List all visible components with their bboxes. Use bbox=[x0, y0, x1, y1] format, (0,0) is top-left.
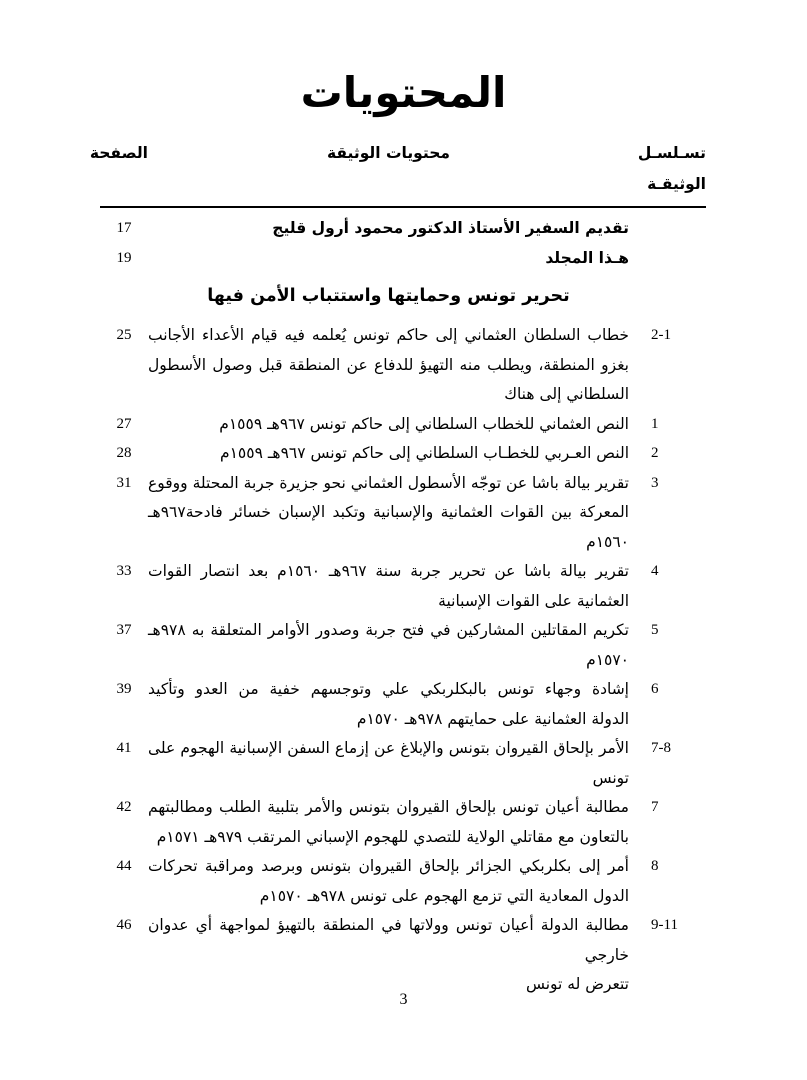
entry-text bbox=[148, 410, 629, 440]
page-number-footer: 3 bbox=[399, 991, 408, 1008]
entry-page-number: 27 bbox=[116, 415, 132, 432]
entry-page-number: 41 bbox=[116, 740, 132, 756]
entry-text-line: تقرير بيالة باشا عن تحرير جربة سنة ٩٦٧هـ ١٥٦٠م بعد انتصار القوات bbox=[148, 562, 629, 580]
entry-text-line: بالتعاون مع مقاتلي الولاية للتصدي للهجوم الإسباني المرتقب ٩٧٩هـ ١٥٧١م bbox=[156, 827, 629, 846]
header-seq-label bbox=[629, 138, 706, 200]
entry-page-number: 37 bbox=[116, 622, 132, 638]
entry-seq-number: 8 bbox=[651, 858, 659, 874]
entry-text-line: تقرير بيالة باشا عن توجّه الأسطول العثماني نحو جزيرة جربة المحتلة ووقوع bbox=[148, 473, 629, 492]
section-heading: تحرير تونس وحمايتها واستتباب الأمن فيها bbox=[207, 286, 570, 306]
entry-seq-number: 4 bbox=[651, 563, 659, 579]
toc-table bbox=[89, 138, 706, 1000]
entry-text-line: السلطاني إلى هناك bbox=[504, 385, 629, 403]
entry-text-line: العثمانية على القوات الإسبانية bbox=[438, 591, 629, 610]
entry-seq-number: 9-11 bbox=[651, 917, 678, 933]
entry-text bbox=[148, 911, 629, 1000]
entry-text-line: الدولة العثمانية على حمايتهم ٩٧٨هـ ١٥٧٠م bbox=[356, 709, 629, 728]
entry-page-number: 33 bbox=[116, 563, 132, 579]
entry-text-line: مطالبة أعيان تونس بإلحاق القيروان بتونس والأمر بتلبية الطلب ومطالبتهم bbox=[148, 798, 629, 816]
entry-seq-number: 6 bbox=[651, 681, 659, 697]
entry-page-number: 46 bbox=[116, 917, 132, 933]
entry-seq-number: 1 bbox=[651, 415, 659, 432]
entry-text-line: أمر إلى بكلربكي الجزائر بإلحاق القيروان بتونس وبرصد ومراقبة تحركات bbox=[148, 857, 629, 875]
toc-entry bbox=[100, 852, 706, 911]
entry-page-number: 19 bbox=[116, 249, 132, 266]
entry-text bbox=[148, 244, 629, 274]
entry-seq-number: 3 bbox=[651, 474, 659, 491]
entry-text-line: هـذا المجلد bbox=[545, 248, 629, 267]
contents-calligraphy-title: المحتويات bbox=[300, 68, 507, 117]
section-heading-row bbox=[148, 281, 629, 311]
toc-front-item bbox=[100, 214, 706, 244]
entry-text-line: ١٥٦٠م bbox=[586, 532, 629, 551]
toc-entry bbox=[100, 439, 706, 469]
entry-text bbox=[148, 793, 629, 852]
toc-front-item bbox=[100, 244, 706, 274]
entry-seq-number: 2 bbox=[651, 445, 659, 461]
entry-page-number: 17 bbox=[116, 220, 132, 236]
entry-text-line: إشادة وجهاء تونس بالبكلربكي علي وتوجسهم خفية من العدو وتأكيد bbox=[148, 680, 629, 698]
entry-page-number: 31 bbox=[116, 474, 132, 491]
entry-seq-number: 5 bbox=[651, 622, 659, 638]
entry-text bbox=[148, 214, 629, 244]
toc-entry bbox=[100, 793, 706, 852]
entry-text-line: الأمر بإلحاق القيروان بتونس والإبلاغ عن إزماع السفن الإسبانية الهجوم على bbox=[148, 739, 629, 757]
entry-page-number: 42 bbox=[116, 799, 132, 815]
header-content-label: محتويات الوثيقة bbox=[327, 144, 450, 162]
toc-entry bbox=[100, 410, 706, 440]
entry-text-line: تقديم السفير الأستاذ الدكتور محمود أرول قليج bbox=[272, 219, 629, 237]
entry-page-number: 44 bbox=[116, 858, 132, 874]
entry-text-line: النص العـربي للخطـاب السلطاني إلى حاكم تونس ٩٦٧هـ ١٥٥٩م bbox=[219, 444, 629, 462]
entry-text-line: تتعرض له تونس bbox=[525, 975, 629, 993]
toc-entry bbox=[100, 734, 706, 793]
header-seq-line1: تسـلسـل bbox=[637, 144, 706, 162]
entry-text bbox=[148, 557, 629, 616]
toc-entry bbox=[100, 616, 706, 675]
entry-page-number: 25 bbox=[116, 327, 132, 343]
entry-page-number: 28 bbox=[116, 445, 132, 461]
entry-text bbox=[148, 439, 629, 469]
toc-entry bbox=[100, 321, 706, 410]
entry-text bbox=[148, 469, 629, 558]
entry-text bbox=[148, 734, 629, 793]
entry-text bbox=[148, 321, 629, 410]
entry-text bbox=[148, 852, 629, 911]
entry-text-line: تونس bbox=[592, 768, 629, 787]
entry-seq-number: 7-8 bbox=[651, 740, 671, 756]
toc-header-row bbox=[89, 138, 706, 208]
entry-text bbox=[148, 616, 629, 675]
toc-entry bbox=[100, 557, 706, 616]
entry-text-line: النص العثماني للخطاب السلطاني إلى حاكم تونس ٩٦٧هـ ١٥٥٩م bbox=[219, 414, 629, 433]
toc-entry bbox=[100, 675, 706, 734]
entry-text-line: الدول المعادية التي تزمع الهجوم على تونس ٩٧٨هـ ١٥٧٠م bbox=[259, 886, 629, 905]
entry-text-line: مطالبة الدولة أعيان تونس وولاتها في المنطقة بالتهيؤ لمواجهة أي عدوان خارجي bbox=[148, 916, 629, 964]
entry-text-line: تكريم المقاتلين المشاركين في فتح جربة وصدور الأوامر المتعلقة به ٩٧٨هـ bbox=[148, 621, 629, 639]
entry-text-line: خطاب السلطان العثماني إلى حاكم تونس يُعلمه فيه قيام الأعداء الأجانب bbox=[148, 326, 629, 344]
entry-text-line: ١٥٧٠م bbox=[586, 650, 629, 669]
entry-seq-number: 7 bbox=[651, 799, 659, 815]
toc-entry bbox=[100, 469, 706, 558]
entry-text-line: المعركة بين القوات العثمانية والإسبانية وتكبد الإسبان خسائر فادحة٩٦٧هـ bbox=[148, 503, 629, 521]
entry-text-line: بغزو المنطقة، ويطلب منه التهيؤ للدفاع عن المنطقة قبل وصول الأسطول bbox=[148, 355, 629, 374]
entry-page-number: 39 bbox=[116, 681, 132, 697]
header-seq-line2: الوثيقـة bbox=[647, 175, 706, 193]
entry-seq-number: 2-1 bbox=[651, 327, 671, 343]
toc-entry bbox=[100, 911, 706, 1000]
header-page-label: الصفحة bbox=[89, 144, 148, 162]
entry-text bbox=[148, 675, 629, 734]
